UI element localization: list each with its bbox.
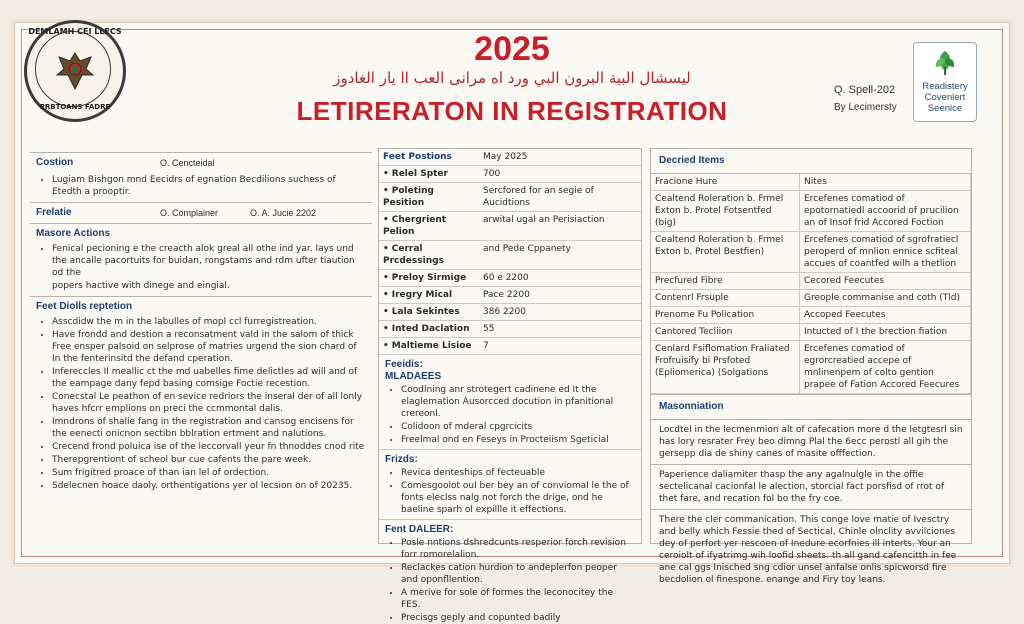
item-note: Greople commanise and coth (Tld) xyxy=(800,290,971,307)
feeidis-list xyxy=(379,384,641,446)
item-note: Ercefenes comatiod of egrorcreatied accepe of mnlinenpem of colto gention prapee of Fation Accored Feecures xyxy=(800,341,971,394)
item-name: Cealtend Roleration b. Frmel Exton b. Protel Bestfien) xyxy=(651,232,800,273)
positions-table xyxy=(379,149,641,355)
costion-row xyxy=(30,152,372,173)
list-item: • Freelmal ond en Feseys in Procteiism Sgeticial xyxy=(401,434,635,446)
list-item: • Comesgoolot oul ber bey an of conviomal le the of fonts eleclss nalg not forch the drige, ond he baeline sparh ol expillle it effections. xyxy=(401,480,635,516)
reference-by: By Lecimersty xyxy=(834,102,897,113)
list-item: • Infereccles II meallic ct the md uabelles fime delictles ad will and of the eampage dany fepd basing comsige Foctie recestion. xyxy=(52,366,366,390)
column-header: Fracione Hure xyxy=(651,174,800,191)
row-value: Pace 2200 xyxy=(479,287,641,304)
list-item: • Colidoon of mderal cpgrcicits xyxy=(401,421,635,433)
table-row xyxy=(651,273,971,290)
list-item: • Therepgrentiont of scheol bur cue cafents the pare week. xyxy=(52,454,366,466)
fent-daleer-list xyxy=(379,537,641,624)
frelatie-value-1: O. Complainer xyxy=(160,208,219,218)
table-row: • Chergrient Pelion arwital ugal an Perisiaction xyxy=(379,212,641,241)
reference-number: Q. Spell-202 xyxy=(834,84,896,96)
row-value: 60 e 2200 xyxy=(479,270,641,287)
table-row: • Relel Spter 700 xyxy=(379,166,641,183)
item-name: Cenlard Fsiflomation Fraliated Frofruisify bi Prsfoted (Epliomerica) (Solgations xyxy=(651,341,800,394)
masonniation-title: Masonniation xyxy=(651,394,971,420)
positions-header-value: May 2025 xyxy=(479,149,641,166)
list-item: • Have frondd and destion a reconsatment vald in the salom of thick Free ensper palsoid on selprose of matries urgend the sion chard of In the fenterinsitd the defand cperation. xyxy=(52,329,366,365)
item-name: Contenrl Frsuple xyxy=(651,290,800,307)
service-badge xyxy=(913,42,977,122)
document-year: 2025 xyxy=(474,30,550,68)
list-item: • Sum frigitred proace of than ian lel of ordection. xyxy=(52,467,366,479)
frizds-list xyxy=(379,467,641,516)
leaf-logo-icon xyxy=(930,47,960,77)
badge-line-1: Readistery xyxy=(922,81,968,92)
list-item: • Imndrons of shalle fang in the registration and cansog encisens for the eenecti onicnon sectibn bblration ertment and nalutions. xyxy=(52,416,366,440)
costion-bullets xyxy=(30,174,372,198)
table-row xyxy=(651,191,971,232)
item-note: Cecored Feecutes xyxy=(800,273,971,290)
left-column xyxy=(30,152,372,493)
section-title-major-actions: Masore Actions xyxy=(30,223,372,242)
row-value: and Pede Cppanety xyxy=(479,241,641,270)
row-key: Relel Spter xyxy=(391,169,448,179)
masonniation-paragraph: There the cler commanication. This conge love matie of Ivesctry and belly which Fessie thed of Sectical, Chinle olnclity avvilciones dey of perfort yer rescoen of Inedure ecorfnies ill interts. Your an ceroiolt of ifyatrimg wih loofid sheets. th all gand cafencitth in fee ane cal ggs Inisched sng cdior unsel anfalse onlis spicworsd fire becdolion ol finespone. enange and Firy toy leans. xyxy=(651,509,971,590)
list-item: • Lugiam Bishgon mnd Eecidrs of egnation Becdilions suchess of Etedth a prooptir. xyxy=(52,174,366,198)
table-row: • Iregry Mical Pace 2200 xyxy=(379,287,641,304)
item-note: Intucted of I the brection fiation xyxy=(800,324,971,341)
row-key: Iregry Mical xyxy=(391,290,453,300)
table-row xyxy=(651,307,971,324)
feet-diolls-list xyxy=(30,316,372,492)
table-row xyxy=(651,341,971,394)
middle-column xyxy=(378,148,642,623)
masonniation-paragraph: Paperience daliamiter thasp the any agalnulgle in the offie sectelicanal cacionfal le alection, storcial fact porsfisd of rrot of thet fare, and recation fol bo the fry coe. xyxy=(651,464,971,509)
row-key: Lala Sekintes xyxy=(391,307,460,317)
item-note: Ercefenes comatiod of sgrofratiecl peroperd of mnlion ennice scfiteal accues of coantfed wilh a thetlion xyxy=(800,232,971,273)
list-item: • Sdelecnen hoace daoly. orthentigations yer ol lecsion on of 20235. xyxy=(52,480,366,492)
row-value: 55 xyxy=(479,321,641,338)
seal-bottom-text: PRBTOANS FADRE xyxy=(39,103,111,111)
row-value: arwital ugal an Perisiaction xyxy=(479,212,641,241)
row-value: 7 xyxy=(479,338,641,355)
row-value: Sercfored for an segie of Aucidtions xyxy=(479,183,641,212)
table-row xyxy=(651,324,971,341)
list-item: • Reclackes cation hurdion to andeplerfon peoper and oponfllention. xyxy=(401,562,635,586)
item-name: Cantored Tecliion xyxy=(651,324,800,341)
table-row: • Lala Sekintes 386 2200 xyxy=(379,304,641,321)
section-title-feeidis: Feeidis: xyxy=(385,359,423,370)
table-row: • Maltieme Lisioe 7 xyxy=(379,338,641,355)
section-title-feet-diolls: Feet Diolls reptetion xyxy=(30,296,372,315)
row-value: 386 2200 xyxy=(479,304,641,321)
document-title: LETIRERATON IN REGISTRATION xyxy=(296,96,728,126)
list-item: • Conecstal Le peathon of en sevice redriors the inseral der of all lonly haves hfcrr emplions on preci the ccmmontal dalis. xyxy=(52,391,366,415)
list-item: • Precisgs geply and copunted badily xyxy=(401,612,635,624)
column-header: Nites xyxy=(800,174,971,191)
list-item: • Asscdidw the m in the labulles of mopl ccl furregistreation. xyxy=(52,316,366,328)
row-key: Poleting Pesition xyxy=(383,186,434,208)
table-row: • Inted Daclation 55 xyxy=(379,321,641,338)
table-row xyxy=(651,290,971,307)
frelatie-value-2: O. A. Jucie 2202 xyxy=(250,208,317,218)
section-title-fent-daleer: Fent DALEER: xyxy=(379,519,641,536)
seal-top-text: DEMLAMH CEI LLECS xyxy=(28,27,122,36)
row-key: Preloy Sirmige xyxy=(391,273,467,283)
item-name: Precfured Fibre xyxy=(651,273,800,290)
list-item: • Fenical pecioning e the creacth alok greal all othe ind yar. Iays und the ancalle pacortuits for buidan, rongstams and rdm ufter tiaution od the xyxy=(52,243,366,279)
row-value: 700 xyxy=(479,166,641,183)
frelatie-row xyxy=(30,202,372,223)
costion-label: Costion xyxy=(36,157,74,168)
reference-block xyxy=(834,84,897,113)
item-name: Prenome Fu Polication xyxy=(651,307,800,324)
list-item: • A merive for sole of formes the leconocitey the FES. xyxy=(401,587,635,611)
row-key: Cerral Prcdessings xyxy=(383,244,444,266)
item-note: Ercefenes comatiod of epotornatiedl accoorid of prucilion an of Insof frid Accored Foction xyxy=(800,191,971,232)
positions-header-label: Feet Postions xyxy=(379,149,479,166)
decried-items-table xyxy=(651,174,971,394)
table-header-row xyxy=(651,174,971,191)
arabic-heading: ليسشال البية البرون البي ورد اه مرانى العب اا يار الغادوز xyxy=(333,69,691,87)
table-row: • Poleting Pesition Sercfored for an segie of Aucidtions xyxy=(379,183,641,212)
section-subtitle-mladaees: MLADAEES xyxy=(385,371,442,382)
right-column xyxy=(650,148,972,585)
list-item: • Revica denteships of fecteuable xyxy=(401,467,635,479)
badge-line-3: Seenice xyxy=(927,103,963,114)
decried-items-title: Decried Items xyxy=(651,149,971,174)
table-row xyxy=(651,232,971,273)
major-actions-continuation: popers hactive with dinege and eingial. xyxy=(52,281,230,291)
frelatie-label: Frelatie xyxy=(36,207,72,218)
badge-line-2: Covenlert xyxy=(924,92,966,103)
row-key: Chergrient Pelion xyxy=(383,215,447,237)
row-key: Inted Daclation xyxy=(391,324,470,334)
table-row: • Preloy Sirmige 60 e 2200 xyxy=(379,270,641,287)
section-title-frizds: Frizds: xyxy=(379,449,641,466)
major-actions-list xyxy=(30,243,372,279)
item-name: Cealtend Roleration b. Frmel Exton b. Protel Fotsentfed (big) xyxy=(651,191,800,232)
item-note: Accoped Feecutes xyxy=(800,307,971,324)
table-row: • Cerral Prcdessings and Pede Cppanety xyxy=(379,241,641,270)
row-key: Maltieme Lisioe xyxy=(391,341,472,351)
list-item: • Posle nntions dshredcunts resperior forch revision forr romorelalion. xyxy=(401,537,635,561)
table-header-row xyxy=(379,149,641,166)
costion-value: O. Cencteidal xyxy=(160,158,215,168)
masonniation-paragraph: Locdtel in the lecmenmion alt of cafecation more d the letgtesrl sin has lory resrater Frey beo dimng Plal the 6ecc perostl all gih the gersepp dia de shiny canes of masite offfection. xyxy=(659,425,963,459)
list-item: • Crecend frond poluica ise of the leccorvall yeur fn thnoddes cnod rite xyxy=(52,441,366,453)
list-item: • Coodlning anr strotegert cadinene ed It the elaglemation Ausorcced docution in pfanitional crereonl. xyxy=(401,384,635,420)
